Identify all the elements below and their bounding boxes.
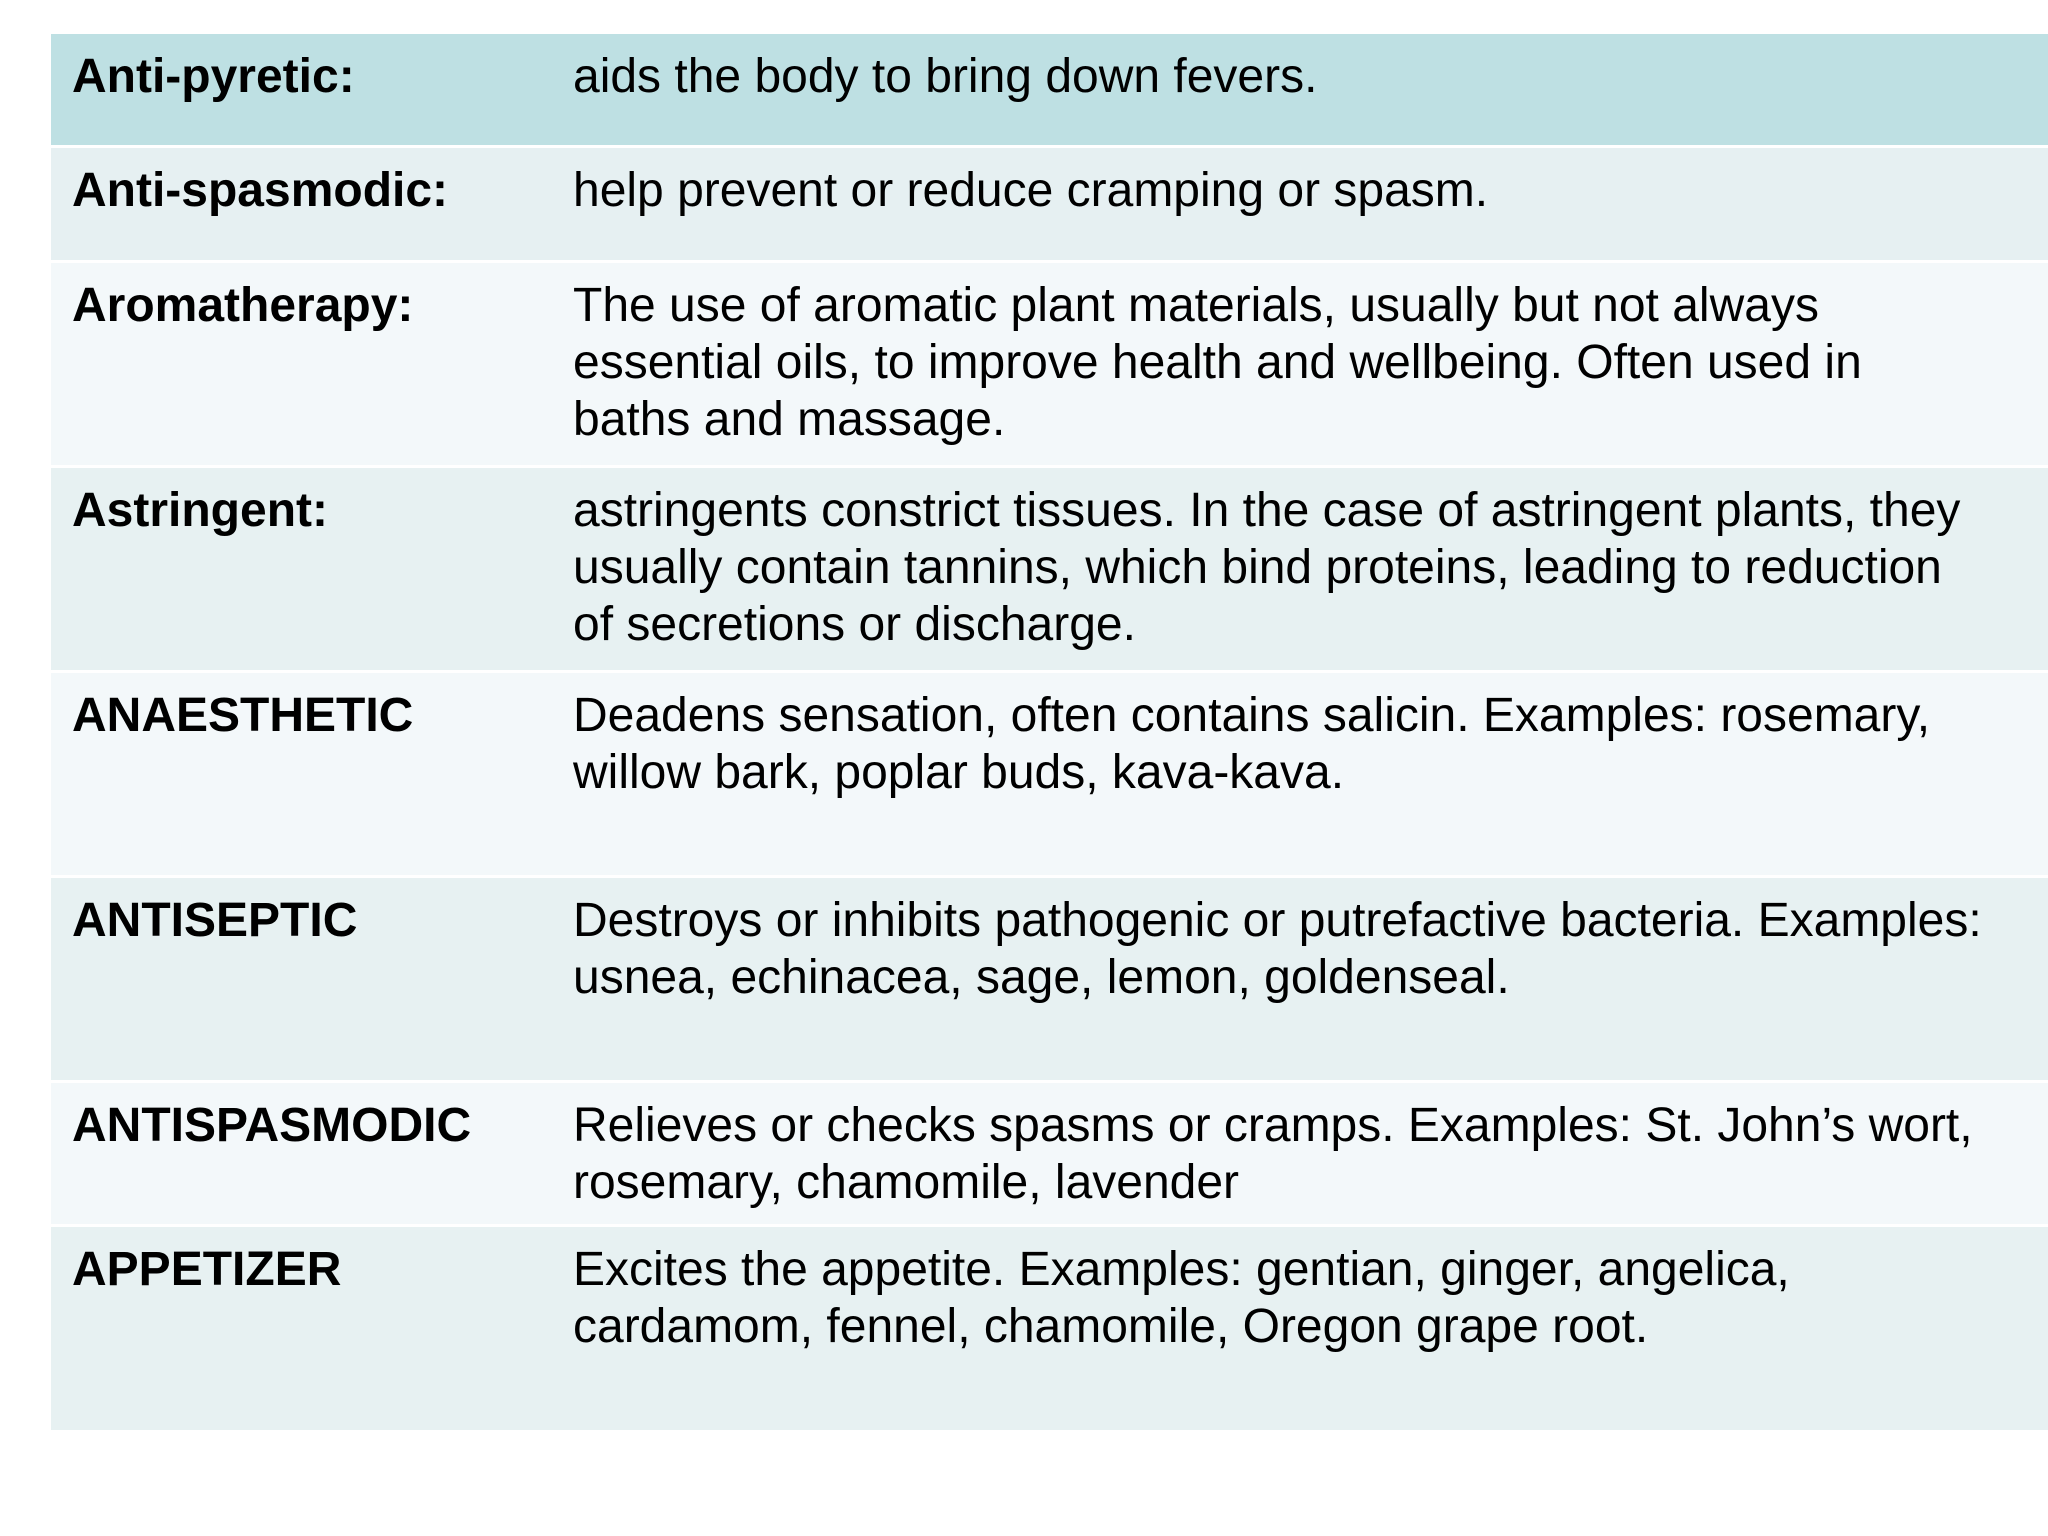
definition-line: Relieves or checks spasms or cramps. Examples: St. John’s wort, — [573, 1099, 1973, 1152]
definition-cell — [573, 1083, 2048, 1224]
definition-line: usually contain tannins, which bind proteins, leading to reduction — [573, 541, 1942, 594]
definition-line: help prevent or reduce cramping or spasm. — [573, 164, 1489, 217]
definition-line: baths and massage. — [573, 393, 1006, 446]
term-cell: ANAESTHETIC — [72, 689, 414, 742]
term-cell: APPETIZER — [72, 1243, 342, 1296]
glossary-table — [51, 34, 2048, 1433]
definition-line: essential oils, to improve health and wellbeing. Often used in — [573, 336, 1862, 389]
definition-line: aids the body to bring down fevers. — [573, 50, 1318, 103]
definition-line: Excites the appetite. Examples: gentian, ginger, angelica, — [573, 1243, 1790, 1296]
definition-line: willow bark, poplar buds, kava-kava. — [573, 746, 1345, 799]
definition-cell — [573, 263, 2048, 465]
definition-line: The use of aromatic plant materials, usually but not always — [573, 279, 1819, 332]
table-row — [51, 263, 2048, 468]
definition-line: Destroys or inhibits pathogenic or putrefactive bacteria. Examples: — [573, 894, 1982, 947]
term-cell: ANTISPASMODIC — [72, 1099, 472, 1152]
definition-line: Deadens sensation, often contains salicin. Examples: rosemary, — [573, 689, 1931, 742]
term-cell: Anti-spasmodic: — [72, 164, 449, 217]
term-cell: Anti-pyretic: — [72, 50, 355, 103]
definition-cell — [573, 673, 2048, 875]
definition-cell — [573, 1227, 2048, 1430]
table-row — [51, 673, 2048, 878]
term-cell: Aromatherapy: — [72, 279, 414, 332]
table-row — [51, 878, 2048, 1083]
table-row — [51, 34, 2048, 148]
table-row — [51, 1083, 2048, 1227]
definition-line: astringents constrict tissues. In the case of astringent plants, they — [573, 484, 1961, 537]
table-row — [51, 468, 2048, 673]
table-row — [51, 148, 2048, 263]
definition-line: rosemary, chamomile, lavender — [573, 1156, 1240, 1209]
definition-cell — [573, 468, 2048, 670]
term-cell: ANTISEPTIC — [72, 894, 358, 947]
definition-line: cardamom, fennel, chamomile, Oregon grape root. — [573, 1300, 1649, 1353]
definition-cell — [573, 878, 2048, 1080]
table-row — [51, 1227, 2048, 1433]
definition-line: of secretions or discharge. — [573, 598, 1136, 651]
term-cell: Astringent: — [72, 484, 328, 537]
definition-cell — [573, 34, 2048, 145]
definition-cell — [573, 148, 2048, 260]
definition-line: usnea, echinacea, sage, lemon, goldenseal. — [573, 951, 1510, 1004]
